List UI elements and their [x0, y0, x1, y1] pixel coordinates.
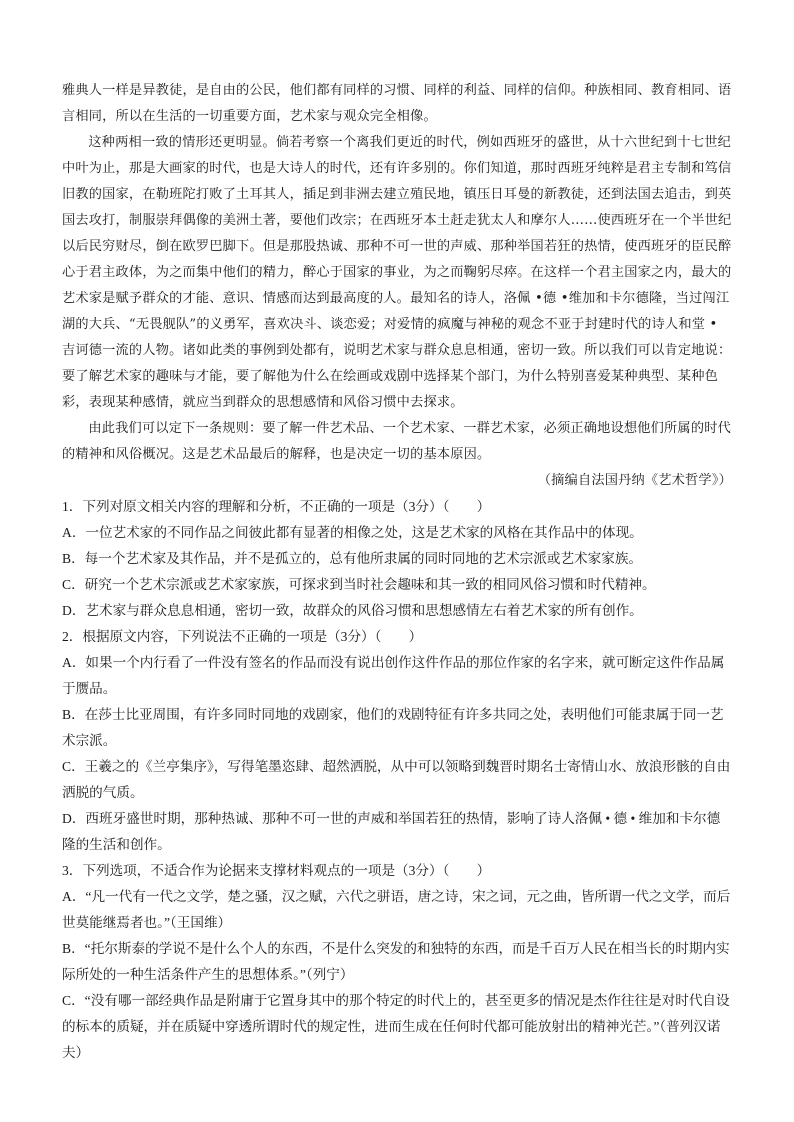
question-option: C．研究一个艺术宗派或艺术家家族，可探求到当时社会趣味和其一致的相同风俗习惯和时代精神。: [62, 577, 656, 592]
passage-paragraph-1: 雅典人一样是异教徒，是自由的公民，他们都有同样的习惯、同样的利益、同样的信仰。种族相同、教育相同、语言相同，所以在生活的一切重要方面，艺术家与观众完全相像。: [62, 83, 732, 124]
question-3: [62, 858, 732, 1066]
passage-source: （摘编自法国丹纳《艺术哲学》）: [537, 473, 732, 488]
question-option: B．每一个艺术家及其作品，并不是孤立的，总有他所隶属的同时同地的艺术宗派或艺术家家族。: [62, 551, 643, 566]
question-stem: 1．下列对原文相关内容的理解和分析，不正确的一项是（3分）（ ）: [62, 499, 491, 514]
passage-paragraph-2: 这种两相一致的情形还更明显。倘若考察一个离我们更近的时代，例如西班牙的盛世，从十六世纪到十七世纪中叶为止，那是大画家的时代，也是大诗人的时代，还有许多别的。你们知道，那时西班牙纯粹是君主专制和笃信旧教的国家，在勒班陀打败了土耳其人，插足到非洲去建立殖民地，镇压日耳曼的新教徒，还到法国去追击，到英国去攻打，制服崇拜偶像的美洲土著，要他们改宗；在西班牙本土赶走犹太人和摩尔人……使西班牙在一个半世纪以后民穷财尽，倒在欧罗巴脚下。但是那股热诚、那种不可一世的声威、那种举国若狂的热情，使西班牙的臣民醉心于君主政体，为之而集中他们的精力，醉心于国家的事业，为之而鞠躬尽瘁。在这样一个君主国家之内，最大的艺术家是赋予群众的才能、意识、情感而达到最高度的人。最知名的诗人，洛佩 •德 •维加和卡尔德隆，当过闯江湖的大兵、“无畏舰队”的义勇军，喜欢决斗、谈恋爱；对爱情的疯魔与神秘的观念不亚于封建时代的诗人和堂 • 吉诃德一流的人物。诸如此类的事例到处都有，说明艺术家与群众息息相通，密切一致。所以我们可以肯定地说：要了解艺术家的趣味与才能，要了解他为什么在绘画或戏剧中选择某个部门，为什么特别喜爱某种典型、某种色彩，表现某种感情，就应当到群众的思想感情和风俗习惯中去探求。: [62, 135, 732, 410]
question-option: B．在莎士比亚周围，有许多同时同地的戏剧家，他们的戏剧特征有许多共同之处，表明他们可能隶属于同一艺术宗派。: [62, 707, 724, 748]
reading-passage: [62, 78, 732, 494]
question-option: D．西班牙盛世时期，那种热诚、那种不可一世的声威和举国若狂的热情，影响了诗人洛佩 • 德 • 维加和卡尔德隆的生活和创作。: [62, 811, 721, 852]
question-1: [62, 494, 732, 624]
passage-paragraph-3: 由此我们可以定下一条规则：要了解一件艺术品、一个艺术家、一群艺术家，必须正确地设想他们所属的时代的精神和风俗概况。这是艺术品最后的解释，也是决定一切的基本原因。: [62, 421, 731, 462]
question-stem: 3．下列选项，不适合作为论据来支撑材料观点的一项是（3分）（ ）: [62, 863, 491, 878]
question-stem: 2．根据原文内容，下列说法不正确的一项是（3分）（ ）: [62, 629, 423, 644]
question-option: B．“托尔斯泰的学说不是什么个人的东西，不是什么突发的和独特的东西，而是千百万人民在相当长的时期内实际所处的一种生活条件产生的思想体系。”（列宁）: [62, 941, 730, 982]
question-list: [62, 494, 732, 1066]
question-option: A．一位艺术家的不同作品之间彼此都有显著的相像之处，这是艺术家的风格在其作品中的体现。: [62, 525, 643, 540]
question-option: A．“凡一代有一代之文学，楚之骚，汉之赋，六代之骈语，唐之诗，宋之词，元之曲，皆所谓一代之文学，而后世莫能继焉者也。”（王国维）: [62, 889, 731, 930]
question-2: [62, 624, 732, 858]
question-option: C．王羲之的《兰亭集序》，写得笔墨恣肆、超然洒脱，从中可以领略到魏晋时期名士寄情山水、放浪形骸的自由洒脱的气质。: [62, 759, 731, 800]
question-option: D．艺术家与群众息息相通，密切一致，故群众的风俗习惯和思想感情左右着艺术家的所有创作。: [62, 603, 643, 618]
question-option: A．如果一个内行看了一件没有签名的作品而没有说出创作这件作品的那位作家的名字来，就可断定这件作品属于赝品。: [62, 655, 725, 696]
question-option: C．“没有哪一部经典作品是附庸于它置身其中的那个特定的时代上的，甚至更多的情况是杰作往往是对时代自设的标本的质疑，并在质疑中穿透所谓时代的规定性，进而生成在任何时代都可能放射出的精神光芒。”（普列汉诺夫）: [62, 993, 730, 1060]
